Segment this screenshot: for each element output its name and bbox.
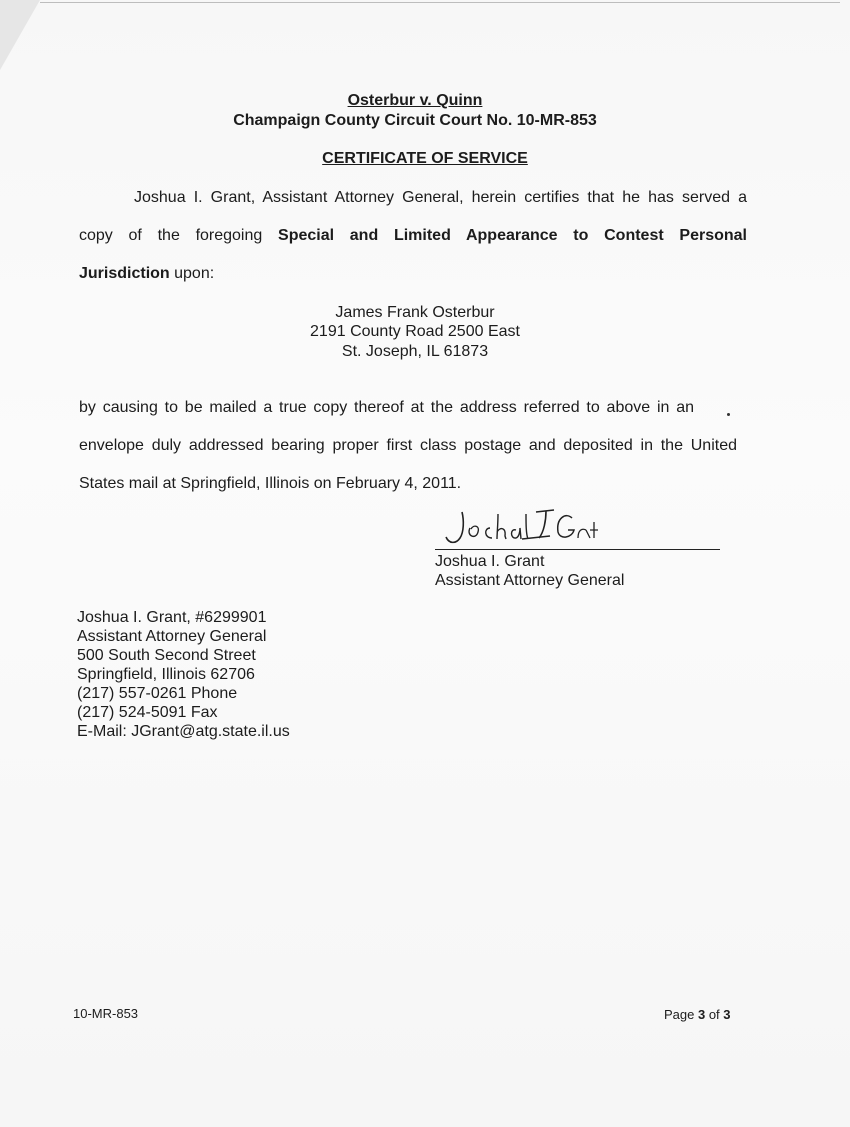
page-of: of (705, 1007, 724, 1022)
signer-title: Assistant Attorney General (435, 572, 625, 589)
paragraph1-line3-text: upon: (169, 265, 215, 282)
paragraph1-line2-text: copy of the foregoing (79, 227, 279, 244)
paragraph1-line1 (79, 179, 747, 217)
paragraph2-line2: envelope duly addressed bearing proper first class postage and deposited in the United (79, 437, 737, 454)
recipient-street: 2191 County Road 2500 East (310, 323, 520, 340)
contact-line-1: Joshua I. Grant, #6299901 (77, 609, 267, 626)
contact-line-6: (217) 524-5091 Fax (77, 704, 218, 721)
document-name-part2: Jurisdiction (79, 265, 170, 282)
contact-line-5: (217) 557-0261 Phone (77, 685, 238, 702)
signature-line (435, 549, 720, 550)
paragraph2-line1: by causing to be mailed a true copy thereof at the address referred to above in an (79, 399, 694, 416)
contact-line-3: 500 South Second Street (77, 647, 256, 664)
stray-mark (727, 413, 730, 416)
case-title: Osterbur v. Quinn (347, 92, 483, 109)
contact-line-2: Assistant Attorney General (77, 628, 267, 645)
footer-case-number: 10-MR-853 (73, 1006, 139, 1021)
page-current: 3 (697, 1007, 706, 1022)
document-name-part1: Special and Limited Appearance to Contest Personal (278, 227, 747, 244)
paragraph1-line3 (79, 255, 747, 293)
recipient-name: James Frank Osterbur (335, 304, 495, 321)
scan-edge-line (40, 2, 840, 3)
contact-line-7: E-Mail: JGrant@atg.state.il.us (77, 723, 290, 740)
court-line: Champaign County Circuit Court No. 10-MR-853 (233, 112, 597, 129)
page-total: 3 (723, 1007, 731, 1022)
signer-name: Joshua I. Grant (435, 553, 545, 570)
handwritten-signature (440, 506, 600, 550)
page-prefix: Page (664, 1007, 698, 1022)
footer-page-number (664, 1007, 731, 1022)
paragraph2-line3: States mail at Springfield, Illinois on February 4, 2011. (79, 475, 462, 492)
paragraph1-line1-text: Joshua I. Grant, Assistant Attorney General, herein certifies that he has served a (134, 189, 747, 206)
paragraph1-line2 (79, 217, 747, 255)
certificate-title: CERTIFICATE OF SERVICE (322, 150, 528, 167)
recipient-city: St. Joseph, IL 61873 (341, 343, 489, 360)
folded-corner (0, 0, 40, 70)
contact-line-4: Springfield, Illinois 62706 (77, 666, 255, 683)
